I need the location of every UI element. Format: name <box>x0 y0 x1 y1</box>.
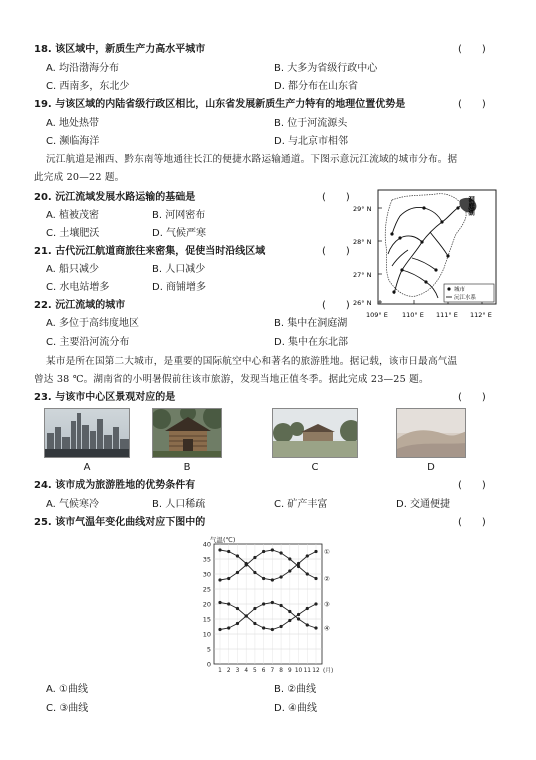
chart-series-3-point <box>253 622 256 625</box>
q21-stem: 21. 古代沅江航道商旅往来密集，促使当时沿线区域 <box>34 246 266 257</box>
chart-series-1-point <box>279 575 282 578</box>
chart-x-tick-label: 9 <box>287 668 292 674</box>
chart-series-1-point <box>262 577 265 580</box>
chart-series-2-point <box>297 565 300 568</box>
q25-option-c[interactable]: C. ③曲线 <box>46 703 89 714</box>
chart-y-axis-label: 气温(℃) <box>210 536 236 544</box>
chart-series-2-point <box>218 578 221 581</box>
yuanjiang-basin-map <box>352 186 502 324</box>
map-lat-28: 28° N <box>353 238 372 246</box>
q21-option-d[interactable]: D. 商铺增多 <box>152 282 207 293</box>
q18-option-b[interactable]: B. 大多为省级行政中心 <box>274 63 378 74</box>
chart-series-4-point <box>271 601 274 604</box>
chart-y-tick-label: 40 <box>202 540 211 549</box>
map-legend-river: 沅江水系 <box>454 295 477 301</box>
chart-series-3-point <box>306 607 309 610</box>
chart-series-3-point <box>227 602 230 605</box>
q18-option-c[interactable]: C. 西南多，东北少 <box>46 81 130 92</box>
q18-answer-paren[interactable]: ( ) <box>458 44 486 55</box>
q25-option-a[interactable]: A. ①曲线 <box>46 684 88 695</box>
chart-series-2-point <box>236 571 239 574</box>
chart-series-2-point <box>271 548 274 551</box>
chart-series-4-point <box>236 622 239 625</box>
q20-option-d[interactable]: D. 气候严寒 <box>152 228 207 239</box>
q19-answer-paren[interactable]: ( ) <box>458 99 486 110</box>
chart-series-1-point <box>314 550 317 553</box>
q21-option-b[interactable]: B. 人口减少 <box>152 264 206 275</box>
chart-x-tick-label: 3 <box>235 668 240 674</box>
chart-series-3-point <box>297 613 300 616</box>
chart-series-1-point <box>297 562 300 565</box>
chart-series-label-3: ③ <box>324 600 330 609</box>
map-lon-111: 111° E <box>436 311 458 319</box>
q21-option-c[interactable]: C. 水电站增多 <box>46 282 110 293</box>
q22-option-c[interactable]: C. 主要沿河流分布 <box>46 337 130 348</box>
chart-y-tick-label: 20 <box>202 600 211 609</box>
chart-series-3-point <box>314 602 317 605</box>
chart-series-4-point <box>288 610 291 613</box>
chart-x-axis-label: (月) <box>323 668 334 674</box>
chart-series-2-point <box>253 556 256 559</box>
chart-series-3-point <box>236 607 239 610</box>
chart-y-tick-label: 35 <box>202 555 211 564</box>
q24-option-a[interactable]: A. 气候寒冷 <box>46 499 100 510</box>
photo-b-caption: B <box>183 462 191 473</box>
chart-series-2-point <box>279 551 282 554</box>
chart-series-1-point <box>271 578 274 581</box>
map-lake-label: 洞庭湖 <box>467 196 475 216</box>
chart-x-tick-label: 6 <box>261 668 266 674</box>
intro-23-25-line1: 某市是所在国第二大城市，是重要的国际航空中心和著名的旅游胜地。据记载，该市日最高气温 <box>46 356 458 367</box>
chart-x-tick-label: 11 <box>303 668 311 674</box>
q20-option-b[interactable]: B. 河网密布 <box>152 210 206 221</box>
chart-series-4-point <box>218 628 221 631</box>
q24-option-c[interactable]: C. 矿产丰富 <box>274 499 328 510</box>
q24-answer-paren[interactable]: ( ) <box>458 480 486 491</box>
chart-series-2-point <box>245 563 248 566</box>
chart-series-4-point <box>227 626 230 629</box>
chart-y-tick-label: 10 <box>202 630 211 639</box>
q20-option-c[interactable]: C. 土壤肥沃 <box>46 228 100 239</box>
chart-x-tick-label: 4 <box>244 668 249 674</box>
intro-23-25-line2: 曾达 38 ℃。湖南省的小明暑假前往该市旅游，发现当地正值冬季。据此完成 23—25 题。 <box>34 374 429 385</box>
q19-option-d[interactable]: D. 与北京市相邻 <box>274 136 349 147</box>
chart-series-4-point <box>297 617 300 620</box>
chart-x-tick-label: 10 <box>294 668 303 674</box>
chart-series-3-point <box>279 625 282 628</box>
chart-series-1-point <box>253 571 256 574</box>
q19-stem: 19. 与该区域的内陆省级行政区相比，山东省发展新质生产力特有的地理位置优势是 <box>34 99 406 110</box>
q18-option-a[interactable]: A. 均沿渤海分布 <box>46 63 120 74</box>
q22-option-a[interactable]: A. 多位于高纬度地区 <box>46 318 140 329</box>
chart-series-2-point <box>262 550 265 553</box>
q18-option-d[interactable]: D. 都分布在山东省 <box>274 81 359 92</box>
q23-stem: 23. 与该市中心区景观对应的是 <box>34 392 176 403</box>
chart-series-1-point <box>288 569 291 572</box>
chart-series-4-point <box>279 604 282 607</box>
q25-option-b[interactable]: B. ②曲线 <box>274 684 317 695</box>
chart-x-tick-label: 5 <box>253 668 257 674</box>
q19-option-a[interactable]: A. 地处热带 <box>46 118 100 129</box>
chart-x-tick-label: 1 <box>218 668 222 674</box>
q21-option-a[interactable]: A. 船只减少 <box>46 264 100 275</box>
photo-b-wooden-house[interactable] <box>152 408 222 458</box>
q20-stem: 20. 沅江流域发展水路运输的基础是 <box>34 192 196 203</box>
photo-d-desert-dunes[interactable] <box>396 408 466 458</box>
chart-series-label-1: ① <box>324 548 330 556</box>
q18-stem: 18. 该区域中，新质生产力高水平城市 <box>34 44 206 55</box>
temperature-chart <box>190 534 336 680</box>
chart-series-3-point <box>262 626 265 629</box>
map-lat-27: 27° N <box>353 271 372 279</box>
map-lat-26: 26° N <box>353 299 372 307</box>
chart-series-2-point <box>314 577 317 580</box>
photo-a-city-skyline[interactable] <box>44 408 130 458</box>
q23-answer-paren[interactable]: ( ) <box>458 392 486 403</box>
chart-series-4-point <box>314 626 317 629</box>
intro-20-22-line1: 沅江航道是湘西、黔东南等地通往长江的便捷水路运输通道。下图示意沅江流域的城市分布。据 <box>46 154 458 165</box>
intro-20-22-line2: 此完成 20—22 题。 <box>34 172 125 183</box>
q21-answer-paren[interactable]: ( ) <box>322 246 350 257</box>
chart-y-tick-label: 15 <box>202 615 211 624</box>
chart-x-tick-label: 2 <box>226 668 231 674</box>
chart-series-1-point <box>227 550 230 553</box>
chart-series-4-point <box>253 607 256 610</box>
q24-stem: 24. 该市成为旅游胜地的优势条件有 <box>34 480 196 491</box>
q19-option-c[interactable]: C. 濒临海洋 <box>46 136 100 147</box>
chart-y-tick-label: 30 <box>202 570 211 579</box>
chart-y-tick-label: 0 <box>206 660 211 669</box>
chart-series-1-point <box>218 548 221 551</box>
chart-series-label-4: ④ <box>324 624 330 633</box>
chart-series-4-point <box>245 614 248 617</box>
chart-series-1-point <box>306 554 309 557</box>
map-legend-city: 城市 <box>454 287 466 293</box>
photo-a-caption: A <box>83 462 91 473</box>
photo-d-caption: D <box>427 462 435 473</box>
chart-series-3-point <box>218 601 221 604</box>
q25-stem: 25. 该市气温年变化曲线对应下图中的 <box>34 517 206 528</box>
map-lon-112: 112° E <box>470 311 492 319</box>
chart-y-tick-label: 5 <box>206 645 211 654</box>
map-lon-109: 109° E <box>366 311 388 319</box>
chart-x-tick-label: 12 <box>312 668 320 674</box>
map-lon-110: 110° E <box>402 311 424 319</box>
chart-series-3-point <box>288 619 291 622</box>
chart-series-4-point <box>262 602 265 605</box>
q20-answer-paren[interactable]: ( ) <box>322 192 350 203</box>
chart-series-3-point <box>271 628 274 631</box>
map-lat-29: 29° N <box>353 205 372 213</box>
q19-option-b[interactable]: B. 位于河流源头 <box>274 118 348 129</box>
q20-option-a[interactable]: A. 植被茂密 <box>46 210 100 221</box>
chart-series-2-point <box>227 577 230 580</box>
q24-option-b[interactable]: B. 人口稀疏 <box>152 499 206 510</box>
q25-answer-paren[interactable]: ( ) <box>458 517 486 528</box>
chart-series-2-point <box>288 557 291 560</box>
q24-option-d[interactable]: D. 交通便捷 <box>396 499 451 510</box>
chart-y-tick-label: 25 <box>202 585 211 594</box>
photo-c-caption: C <box>311 462 319 473</box>
q25-option-d[interactable]: D. ④曲线 <box>274 703 318 714</box>
photo-c-countryside-building[interactable] <box>272 408 358 458</box>
chart-x-tick-label: 7 <box>270 668 275 674</box>
q22-answer-paren[interactable]: ( ) <box>322 300 350 311</box>
chart-x-tick-label: 8 <box>279 668 283 674</box>
q22-option-d[interactable]: D. 集中在东北部 <box>274 337 349 348</box>
chart-series-label-2: ② <box>324 575 330 583</box>
chart-series-1-point <box>236 554 239 557</box>
q22-stem: 22. 沅江流域的城市 <box>34 300 126 311</box>
chart-series-4-point <box>306 623 309 626</box>
chart-series-2-point <box>306 572 309 575</box>
q22-option-b[interactable]: B. 集中在洞庭湖 <box>274 318 348 329</box>
